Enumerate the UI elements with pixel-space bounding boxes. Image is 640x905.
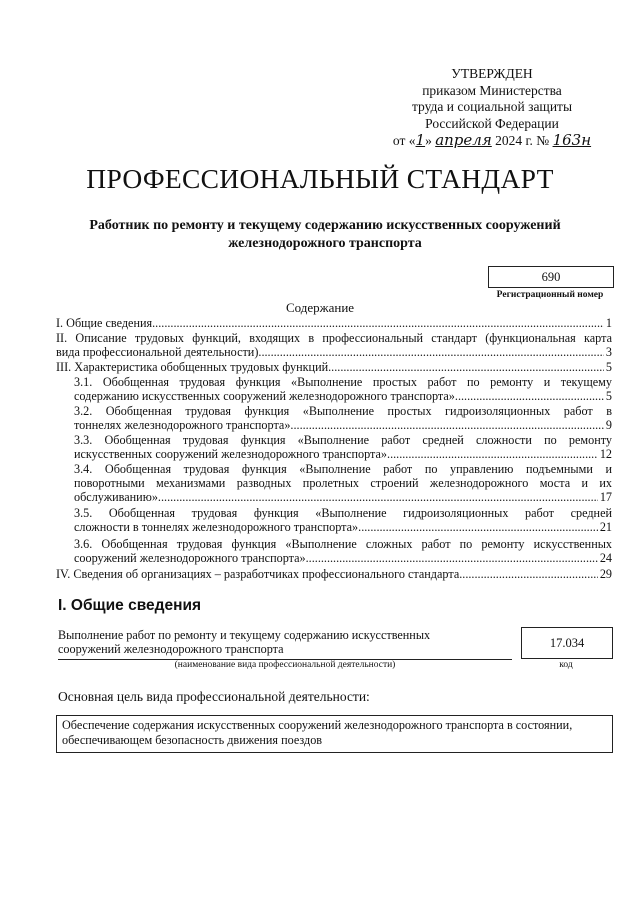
- activity-line-2: сооружений железнодорожного транспорта: [58, 642, 284, 657]
- toc-item-page: 12: [599, 447, 612, 462]
- toc-item[interactable]: [74, 462, 612, 505]
- approval-day: 1: [415, 131, 426, 149]
- toc-item-text: 3.4. Обобщенная трудовая функция «Выполнение работ по управлению подъемными и: [74, 462, 612, 476]
- toc-item[interactable]: [74, 506, 612, 534]
- approval-date-line: [372, 132, 612, 150]
- toc-item-text-cont: искусственных сооружений железнодорожного транспорта»: [74, 447, 388, 462]
- toc-item[interactable]: [56, 567, 612, 581]
- approval-line-3: Российской Федерации: [425, 115, 559, 131]
- toc-item-page: 5: [605, 389, 612, 404]
- toc-item-text-cont: вида профессиональной деятельности): [56, 345, 259, 360]
- toc-item-text-cont: обслуживанию»: [74, 490, 158, 505]
- toc-item-page: 29: [599, 567, 612, 581]
- toc-item-page: 24: [599, 551, 612, 566]
- date-prefix: от «: [392, 133, 416, 148]
- toc-item[interactable]: [74, 433, 612, 461]
- document-subtitle: [60, 217, 590, 253]
- activity-name: [58, 628, 508, 656]
- toc-item-text-cont: поворотными механизмами разводных пролетных строений железнодорожного моста и их: [74, 476, 612, 491]
- toc-item-text-cont: сложности в тоннелях железнодорожного транспорта»: [74, 520, 359, 535]
- registration-number-box: 690: [488, 266, 614, 288]
- approval-heading: УТВЕРЖДЕН: [451, 66, 533, 81]
- approval-year: 2024 г. №: [495, 133, 550, 148]
- toc-item-text: 3.1. Обобщенная трудовая функция «Выполнение простых работ по ремонту и текущему: [74, 375, 612, 389]
- toc-item-text: 3.3. Обобщенная трудовая функция «Выполнение работ средней сложности по ремонту: [74, 433, 612, 447]
- toc-item-text-cont: содержанию искусственных сооружений железнодорожного транспорта»: [74, 389, 455, 404]
- toc-item-text: I. Общие сведения: [56, 316, 153, 330]
- toc-item-page: 5: [605, 360, 612, 374]
- toc-item-page: 17: [599, 490, 612, 505]
- toc-item[interactable]: [56, 331, 612, 359]
- toc-item[interactable]: [74, 404, 612, 432]
- code-caption: код: [559, 660, 573, 670]
- goal-line-2: обеспечивающем безопасность движения поездов: [62, 733, 323, 747]
- approval-block: [372, 66, 612, 150]
- toc-item-page: 9: [605, 418, 612, 433]
- subtitle-line-1: Работник по ремонту и текущему содержанию искусственных сооружений: [89, 218, 561, 233]
- toc-item-text: IV. Сведения об организациях – разработчиках профессионального стандарта: [56, 567, 460, 581]
- toc-item-text-cont: тоннелях железнодорожного транспорта»: [74, 418, 291, 433]
- subtitle-line-2: железнодорожного транспорта: [228, 236, 422, 251]
- toc-item-page: 3: [605, 345, 612, 360]
- toc-item[interactable]: [74, 375, 612, 403]
- goal-label: Основная цель вида профессиональной деятельности:: [58, 689, 370, 704]
- activity-caption: (наименование вида профессиональной деятельности): [174, 660, 396, 670]
- toc-heading: Содержание: [285, 300, 355, 315]
- registration-label: Регистрационный номер: [496, 290, 604, 300]
- section-heading: I. Общие сведения: [58, 597, 202, 614]
- toc-item[interactable]: [56, 360, 612, 374]
- toc-item-text-cont: сооружений железнодорожного транспорта»: [74, 551, 306, 566]
- approval-line-1: приказом Министерства: [422, 82, 562, 98]
- toc-item-text: II. Описание трудовых функций, входящих в профессиональный стандарт (функциональная карта: [56, 331, 612, 345]
- activity-code: 17.034: [521, 627, 613, 659]
- document-title: ПРОФЕССИОНАЛЬНЫЙ СТАНДАРТ: [86, 163, 554, 194]
- toc-item-text: 3.5. Обобщенная трудовая функция «Выполнение гидроизоляционных работ средней: [74, 506, 612, 520]
- toc-item[interactable]: [74, 537, 612, 565]
- goal-text: [62, 718, 607, 748]
- approval-line-2: труда и социальной защиты: [411, 99, 573, 114]
- toc-item-page: 21: [599, 520, 612, 535]
- approval-month: апреля: [435, 131, 492, 149]
- approval-number: 163н: [552, 131, 592, 149]
- toc-item-text: III. Характеристика обобщенных трудовых функций: [56, 360, 329, 374]
- date-mid: »: [425, 133, 432, 148]
- goal-line-1: Обеспечение содержания искусственных сооружений железнодорожного транспорта в состоянии,: [62, 718, 573, 732]
- toc-item-page: 1: [605, 316, 612, 330]
- activity-line-1: Выполнение работ по ремонту и текущему содержанию искусственных: [58, 628, 431, 642]
- toc-item[interactable]: [56, 316, 612, 330]
- toc-item-text: 3.2. Обобщенная трудовая функция «Выполнение простых гидроизоляционных работ в: [74, 404, 612, 418]
- toc-item-text: 3.6. Обобщенная трудовая функция «Выполнение сложных работ по ремонту искусственных: [74, 537, 612, 551]
